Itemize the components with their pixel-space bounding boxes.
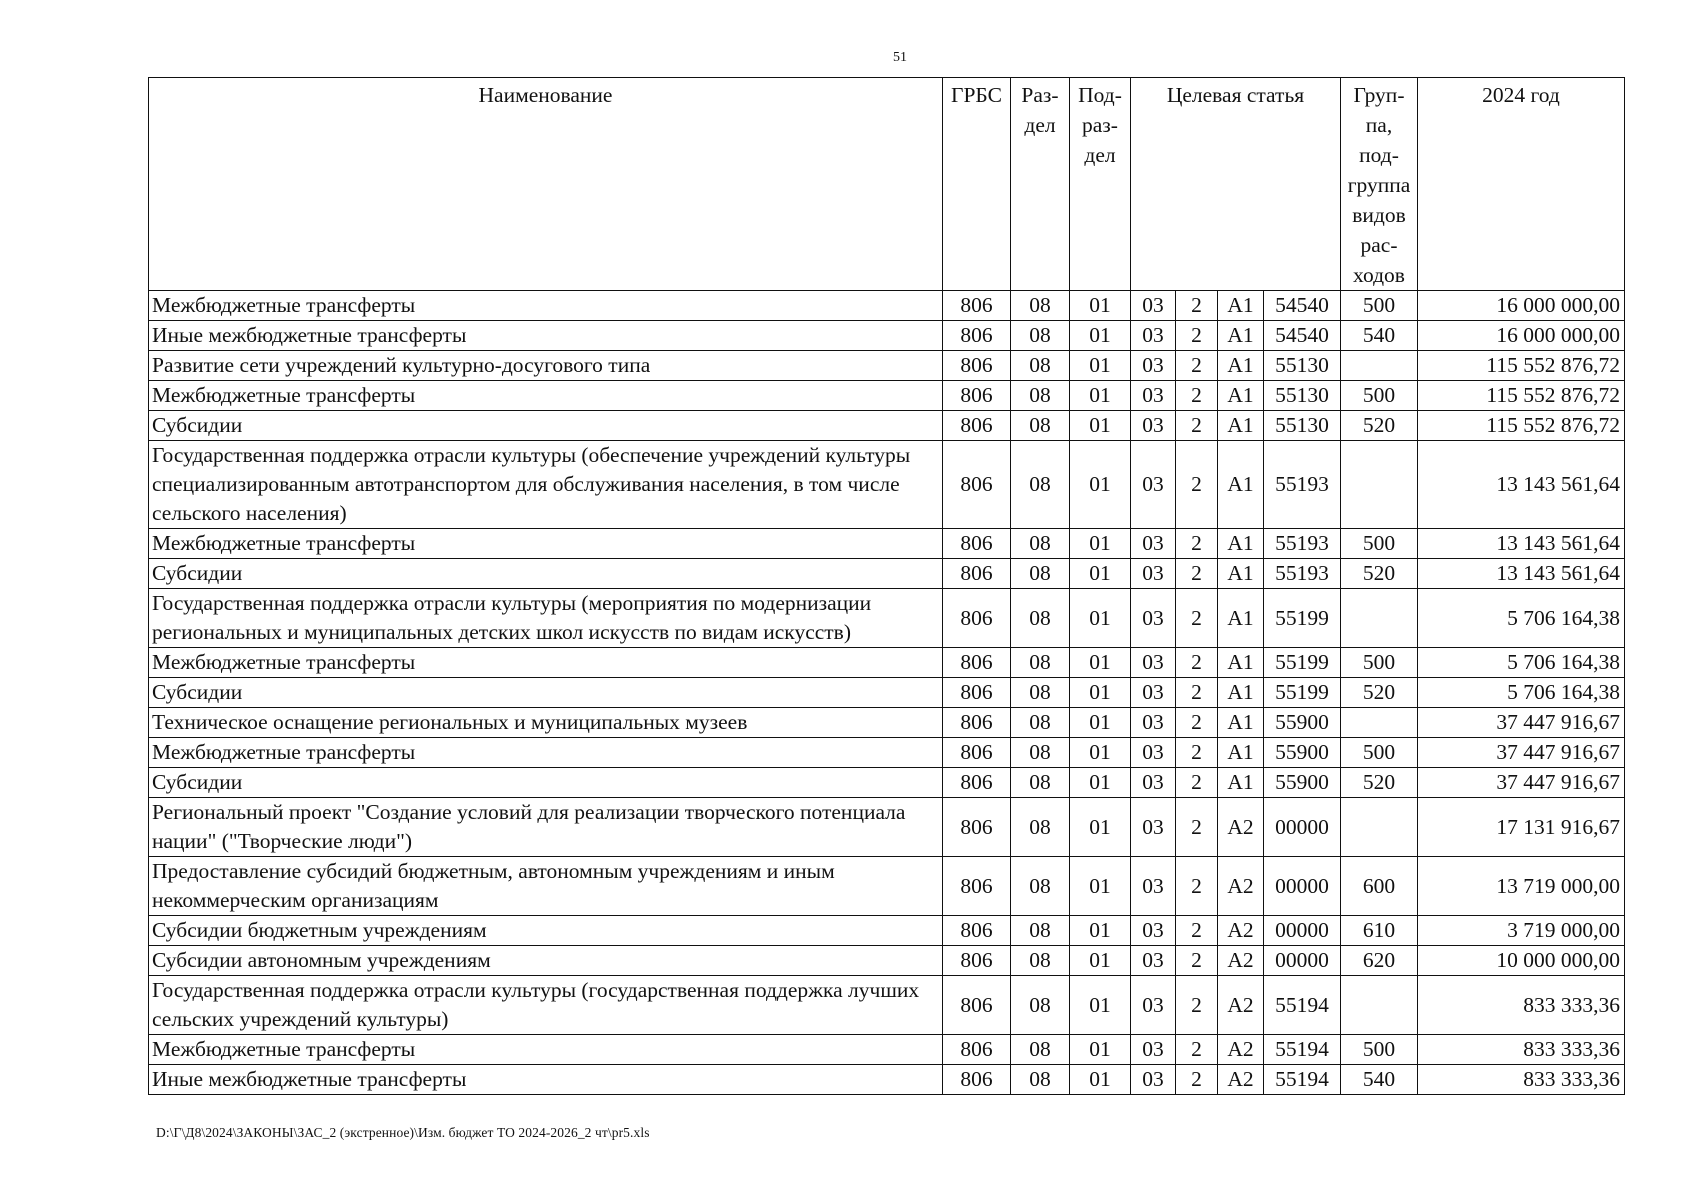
row-group-cell <box>1341 798 1418 857</box>
row-target-program-cell: 03 <box>1131 351 1176 381</box>
row-target-direction-cell: 55900 <box>1264 768 1341 798</box>
row-podrazdel-cell: 01 <box>1070 589 1131 648</box>
row-amount-cell: 16 000 000,00 <box>1418 291 1625 321</box>
row-amount-cell: 115 552 876,72 <box>1418 351 1625 381</box>
table-row <box>149 1065 1625 1095</box>
row-name-cell: Государственная поддержка отрасли культуры (государственная поддержка лучших сельских учреждений культуры) <box>149 976 943 1035</box>
row-razdel-cell: 08 <box>1011 291 1070 321</box>
table-row <box>149 916 1625 946</box>
row-target-program-cell: 03 <box>1131 976 1176 1035</box>
table-row <box>149 411 1625 441</box>
row-podrazdel-cell: 01 <box>1070 559 1131 589</box>
row-target-subprogram-cell: 2 <box>1176 916 1218 946</box>
row-target-project-cell: A1 <box>1218 411 1264 441</box>
table-header-row <box>149 78 1625 291</box>
row-amount-cell: 833 333,36 <box>1418 976 1625 1035</box>
row-podrazdel-cell: 01 <box>1070 798 1131 857</box>
row-target-program-cell: 03 <box>1131 321 1176 351</box>
row-group-cell <box>1341 589 1418 648</box>
row-target-subprogram-cell: 2 <box>1176 708 1218 738</box>
row-podrazdel-cell: 01 <box>1070 1035 1131 1065</box>
row-grbs-cell: 806 <box>943 648 1011 678</box>
row-razdel-cell: 08 <box>1011 529 1070 559</box>
row-target-direction-cell: 54540 <box>1264 291 1341 321</box>
header-line: Под- <box>1078 83 1122 107</box>
row-amount-cell: 37 447 916,67 <box>1418 768 1625 798</box>
row-podrazdel-cell: 01 <box>1070 351 1131 381</box>
row-target-project-cell: A1 <box>1218 441 1264 529</box>
row-name-cell: Субсидии <box>149 411 943 441</box>
table-row <box>149 798 1625 857</box>
header-line: под- <box>1359 143 1399 167</box>
row-target-direction-cell: 55199 <box>1264 589 1341 648</box>
row-podrazdel-cell: 01 <box>1070 857 1131 916</box>
row-grbs-cell: 806 <box>943 321 1011 351</box>
table-row <box>149 738 1625 768</box>
row-target-program-cell: 03 <box>1131 738 1176 768</box>
row-amount-cell: 37 447 916,67 <box>1418 708 1625 738</box>
row-podrazdel-cell: 01 <box>1070 678 1131 708</box>
row-target-direction-cell: 55193 <box>1264 559 1341 589</box>
row-podrazdel-cell: 01 <box>1070 1065 1131 1095</box>
row-target-project-cell: A1 <box>1218 589 1264 648</box>
row-razdel-cell: 08 <box>1011 678 1070 708</box>
row-target-direction-cell: 55194 <box>1264 976 1341 1035</box>
row-grbs-cell: 806 <box>943 529 1011 559</box>
row-target-program-cell: 03 <box>1131 529 1176 559</box>
row-name-cell: Межбюджетные трансферты <box>149 381 943 411</box>
row-target-program-cell: 03 <box>1131 291 1176 321</box>
row-target-subprogram-cell: 2 <box>1176 648 1218 678</box>
row-group-cell: 520 <box>1341 411 1418 441</box>
row-grbs-cell: 806 <box>943 946 1011 976</box>
row-group-cell: 520 <box>1341 559 1418 589</box>
row-razdel-cell: 08 <box>1011 857 1070 916</box>
table-body <box>149 291 1625 1095</box>
row-target-program-cell: 03 <box>1131 1065 1176 1095</box>
row-target-project-cell: A1 <box>1218 559 1264 589</box>
row-target-subprogram-cell: 2 <box>1176 321 1218 351</box>
row-razdel-cell: 08 <box>1011 738 1070 768</box>
row-target-program-cell: 03 <box>1131 441 1176 529</box>
row-amount-cell: 13 719 000,00 <box>1418 857 1625 916</box>
row-group-cell: 540 <box>1341 321 1418 351</box>
row-target-program-cell: 03 <box>1131 648 1176 678</box>
row-grbs-cell: 806 <box>943 589 1011 648</box>
row-name-cell: Межбюджетные трансферты <box>149 648 943 678</box>
row-grbs-cell: 806 <box>943 351 1011 381</box>
header-target: Целевая статья <box>1131 78 1341 291</box>
row-group-cell: 500 <box>1341 738 1418 768</box>
row-target-project-cell: A1 <box>1218 529 1264 559</box>
row-podrazdel-cell: 01 <box>1070 529 1131 559</box>
row-amount-cell: 833 333,36 <box>1418 1065 1625 1095</box>
header-grbs: ГРБС <box>943 78 1011 291</box>
table-row <box>149 946 1625 976</box>
row-razdel-cell: 08 <box>1011 589 1070 648</box>
row-group-cell: 620 <box>1341 946 1418 976</box>
row-target-project-cell: A2 <box>1218 1035 1264 1065</box>
header-line: ходов <box>1353 263 1405 287</box>
row-razdel-cell: 08 <box>1011 648 1070 678</box>
row-amount-cell: 17 131 916,67 <box>1418 798 1625 857</box>
row-group-cell <box>1341 708 1418 738</box>
row-razdel-cell: 08 <box>1011 946 1070 976</box>
row-target-direction-cell: 00000 <box>1264 916 1341 946</box>
row-grbs-cell: 806 <box>943 768 1011 798</box>
row-target-subprogram-cell: 2 <box>1176 946 1218 976</box>
row-target-direction-cell: 55193 <box>1264 529 1341 559</box>
table-row <box>149 976 1625 1035</box>
table-row <box>149 381 1625 411</box>
row-razdel-cell: 08 <box>1011 1035 1070 1065</box>
row-target-program-cell: 03 <box>1131 857 1176 916</box>
row-target-project-cell: A2 <box>1218 857 1264 916</box>
row-group-cell <box>1341 976 1418 1035</box>
row-target-program-cell: 03 <box>1131 798 1176 857</box>
row-target-direction-cell: 55130 <box>1264 351 1341 381</box>
row-podrazdel-cell: 01 <box>1070 916 1131 946</box>
row-name-cell: Субсидии <box>149 768 943 798</box>
row-amount-cell: 115 552 876,72 <box>1418 381 1625 411</box>
row-target-project-cell: A1 <box>1218 708 1264 738</box>
row-target-direction-cell: 55194 <box>1264 1065 1341 1095</box>
row-target-program-cell: 03 <box>1131 1035 1176 1065</box>
row-target-subprogram-cell: 2 <box>1176 381 1218 411</box>
row-amount-cell: 115 552 876,72 <box>1418 411 1625 441</box>
row-target-subprogram-cell: 2 <box>1176 351 1218 381</box>
row-razdel-cell: 08 <box>1011 441 1070 529</box>
row-grbs-cell: 806 <box>943 798 1011 857</box>
table-row <box>149 857 1625 916</box>
row-grbs-cell: 806 <box>943 441 1011 529</box>
row-razdel-cell: 08 <box>1011 708 1070 738</box>
row-amount-cell: 10 000 000,00 <box>1418 946 1625 976</box>
row-target-direction-cell: 55194 <box>1264 1035 1341 1065</box>
row-podrazdel-cell: 01 <box>1070 768 1131 798</box>
row-target-program-cell: 03 <box>1131 381 1176 411</box>
row-grbs-cell: 806 <box>943 708 1011 738</box>
row-amount-cell: 5 706 164,38 <box>1418 648 1625 678</box>
row-name-cell: Субсидии автономным учреждениям <box>149 946 943 976</box>
row-razdel-cell: 08 <box>1011 916 1070 946</box>
row-razdel-cell: 08 <box>1011 768 1070 798</box>
row-target-program-cell: 03 <box>1131 946 1176 976</box>
row-target-subprogram-cell: 2 <box>1176 798 1218 857</box>
row-target-project-cell: A1 <box>1218 678 1264 708</box>
row-name-cell: Субсидии бюджетным учреждениям <box>149 916 943 946</box>
table-row <box>149 321 1625 351</box>
row-target-subprogram-cell: 2 <box>1176 678 1218 708</box>
row-target-direction-cell: 55199 <box>1264 648 1341 678</box>
row-target-program-cell: 03 <box>1131 708 1176 738</box>
row-podrazdel-cell: 01 <box>1070 441 1131 529</box>
header-line: дел <box>1024 113 1056 137</box>
header-line: Раз- <box>1021 83 1059 107</box>
row-target-direction-cell: 55900 <box>1264 738 1341 768</box>
row-group-cell: 500 <box>1341 529 1418 559</box>
header-line: рас- <box>1360 233 1398 257</box>
row-amount-cell: 13 143 561,64 <box>1418 441 1625 529</box>
row-grbs-cell: 806 <box>943 738 1011 768</box>
header-line: дел <box>1084 143 1116 167</box>
row-group-cell: 540 <box>1341 1065 1418 1095</box>
row-grbs-cell: 806 <box>943 381 1011 411</box>
row-target-program-cell: 03 <box>1131 768 1176 798</box>
row-podrazdel-cell: 01 <box>1070 738 1131 768</box>
row-grbs-cell: 806 <box>943 411 1011 441</box>
row-group-cell: 520 <box>1341 768 1418 798</box>
row-razdel-cell: 08 <box>1011 976 1070 1035</box>
row-name-cell: Субсидии <box>149 559 943 589</box>
table-row <box>149 351 1625 381</box>
row-group-cell: 500 <box>1341 648 1418 678</box>
row-target-subprogram-cell: 2 <box>1176 441 1218 529</box>
row-podrazdel-cell: 01 <box>1070 946 1131 976</box>
row-target-direction-cell: 00000 <box>1264 946 1341 976</box>
row-amount-cell: 5 706 164,38 <box>1418 589 1625 648</box>
header-line: Груп- <box>1353 83 1405 107</box>
header-group <box>1341 78 1418 291</box>
table-row <box>149 1035 1625 1065</box>
header-podrazdel <box>1070 78 1131 291</box>
row-amount-cell: 13 143 561,64 <box>1418 529 1625 559</box>
table-row <box>149 529 1625 559</box>
header-line: группа <box>1347 173 1411 197</box>
header-name: Наименование <box>149 78 943 291</box>
row-podrazdel-cell: 01 <box>1070 411 1131 441</box>
row-amount-cell: 13 143 561,64 <box>1418 559 1625 589</box>
header-razdel <box>1011 78 1070 291</box>
row-grbs-cell: 806 <box>943 678 1011 708</box>
row-target-subprogram-cell: 2 <box>1176 1065 1218 1095</box>
budget-table <box>148 77 1625 1095</box>
row-podrazdel-cell: 01 <box>1070 976 1131 1035</box>
table-row <box>149 559 1625 589</box>
row-name-cell: Межбюджетные трансферты <box>149 1035 943 1065</box>
row-target-program-cell: 03 <box>1131 589 1176 648</box>
row-name-cell: Государственная поддержка отрасли культуры (обеспечение учреждений культуры специализированным автотранспортом для обслуживания населения, в том числе сельского населения) <box>149 441 943 529</box>
row-name-cell: Субсидии <box>149 678 943 708</box>
row-group-cell <box>1341 441 1418 529</box>
row-podrazdel-cell: 01 <box>1070 381 1131 411</box>
row-group-cell: 610 <box>1341 916 1418 946</box>
row-podrazdel-cell: 01 <box>1070 708 1131 738</box>
row-target-direction-cell: 54540 <box>1264 321 1341 351</box>
row-target-project-cell: A1 <box>1218 381 1264 411</box>
row-target-project-cell: A2 <box>1218 1065 1264 1095</box>
file-path-footer: D:\Г\Д8\2024\ЗАКОНЫ\ЗАС_2 (экстренное)\Изм. бюджет ТО 2024-2026_2 чт\pr5.xls <box>156 1125 650 1140</box>
row-razdel-cell: 08 <box>1011 411 1070 441</box>
row-target-project-cell: A1 <box>1218 648 1264 678</box>
row-group-cell <box>1341 351 1418 381</box>
table-row <box>149 648 1625 678</box>
row-group-cell: 500 <box>1341 1035 1418 1065</box>
row-name-cell: Региональный проект "Создание условий для реализации творческого потенциала нации" ("Творческие люди") <box>149 798 943 857</box>
header-year: 2024 год <box>1418 78 1625 291</box>
row-razdel-cell: 08 <box>1011 351 1070 381</box>
row-target-subprogram-cell: 2 <box>1176 768 1218 798</box>
row-target-project-cell: A2 <box>1218 946 1264 976</box>
row-razdel-cell: 08 <box>1011 559 1070 589</box>
row-name-cell: Иные межбюджетные трансферты <box>149 1065 943 1095</box>
row-group-cell: 500 <box>1341 291 1418 321</box>
row-target-program-cell: 03 <box>1131 411 1176 441</box>
row-group-cell: 500 <box>1341 381 1418 411</box>
row-podrazdel-cell: 01 <box>1070 648 1131 678</box>
row-target-subprogram-cell: 2 <box>1176 559 1218 589</box>
row-razdel-cell: 08 <box>1011 1065 1070 1095</box>
header-line: видов <box>1352 203 1406 227</box>
row-name-cell: Межбюджетные трансферты <box>149 529 943 559</box>
row-group-cell: 520 <box>1341 678 1418 708</box>
table-row <box>149 441 1625 529</box>
row-target-direction-cell: 00000 <box>1264 857 1341 916</box>
row-target-program-cell: 03 <box>1131 559 1176 589</box>
row-target-direction-cell: 55130 <box>1264 411 1341 441</box>
row-amount-cell: 5 706 164,38 <box>1418 678 1625 708</box>
row-target-project-cell: A2 <box>1218 798 1264 857</box>
row-podrazdel-cell: 01 <box>1070 321 1131 351</box>
header-line: па, <box>1365 113 1393 137</box>
row-name-cell: Иные межбюджетные трансферты <box>149 321 943 351</box>
row-target-program-cell: 03 <box>1131 916 1176 946</box>
row-target-direction-cell: 55193 <box>1264 441 1341 529</box>
row-target-project-cell: A2 <box>1218 976 1264 1035</box>
row-grbs-cell: 806 <box>943 559 1011 589</box>
row-name-cell: Предоставление субсидий бюджетным, автономным учреждениям и иным некоммерческим организациям <box>149 857 943 916</box>
row-target-subprogram-cell: 2 <box>1176 976 1218 1035</box>
row-podrazdel-cell: 01 <box>1070 291 1131 321</box>
row-target-program-cell: 03 <box>1131 678 1176 708</box>
row-group-cell: 600 <box>1341 857 1418 916</box>
row-target-subprogram-cell: 2 <box>1176 411 1218 441</box>
header-line: раз- <box>1082 113 1118 137</box>
row-name-cell: Техническое оснащение региональных и муниципальных музеев <box>149 708 943 738</box>
row-target-subprogram-cell: 2 <box>1176 589 1218 648</box>
row-grbs-cell: 806 <box>943 916 1011 946</box>
row-amount-cell: 833 333,36 <box>1418 1035 1625 1065</box>
row-target-project-cell: A2 <box>1218 916 1264 946</box>
row-amount-cell: 3 719 000,00 <box>1418 916 1625 946</box>
row-razdel-cell: 08 <box>1011 381 1070 411</box>
table-row <box>149 708 1625 738</box>
row-grbs-cell: 806 <box>943 1035 1011 1065</box>
row-name-cell: Государственная поддержка отрасли культуры (мероприятия по модернизации региональных и муниципальных детских школ искусств по видам искусств) <box>149 589 943 648</box>
row-target-subprogram-cell: 2 <box>1176 738 1218 768</box>
row-razdel-cell: 08 <box>1011 321 1070 351</box>
row-target-project-cell: A1 <box>1218 768 1264 798</box>
row-target-subprogram-cell: 2 <box>1176 1035 1218 1065</box>
table-row <box>149 678 1625 708</box>
row-name-cell: Развитие сети учреждений культурно-досугового типа <box>149 351 943 381</box>
row-grbs-cell: 806 <box>943 857 1011 916</box>
row-grbs-cell: 806 <box>943 976 1011 1035</box>
row-amount-cell: 37 447 916,67 <box>1418 738 1625 768</box>
row-razdel-cell: 08 <box>1011 798 1070 857</box>
table-row <box>149 589 1625 648</box>
row-target-direction-cell: 00000 <box>1264 798 1341 857</box>
row-amount-cell: 16 000 000,00 <box>1418 321 1625 351</box>
row-target-project-cell: A1 <box>1218 291 1264 321</box>
table-row <box>149 291 1625 321</box>
row-target-direction-cell: 55199 <box>1264 678 1341 708</box>
row-target-direction-cell: 55130 <box>1264 381 1341 411</box>
page-number: 51 <box>893 50 907 65</box>
row-name-cell: Межбюджетные трансферты <box>149 291 943 321</box>
row-target-subprogram-cell: 2 <box>1176 857 1218 916</box>
row-name-cell: Межбюджетные трансферты <box>149 738 943 768</box>
row-grbs-cell: 806 <box>943 1065 1011 1095</box>
row-target-subprogram-cell: 2 <box>1176 529 1218 559</box>
row-target-direction-cell: 55900 <box>1264 708 1341 738</box>
row-target-project-cell: A1 <box>1218 321 1264 351</box>
row-grbs-cell: 806 <box>943 291 1011 321</box>
row-target-project-cell: A1 <box>1218 738 1264 768</box>
table-row <box>149 768 1625 798</box>
row-target-subprogram-cell: 2 <box>1176 291 1218 321</box>
row-target-project-cell: A1 <box>1218 351 1264 381</box>
